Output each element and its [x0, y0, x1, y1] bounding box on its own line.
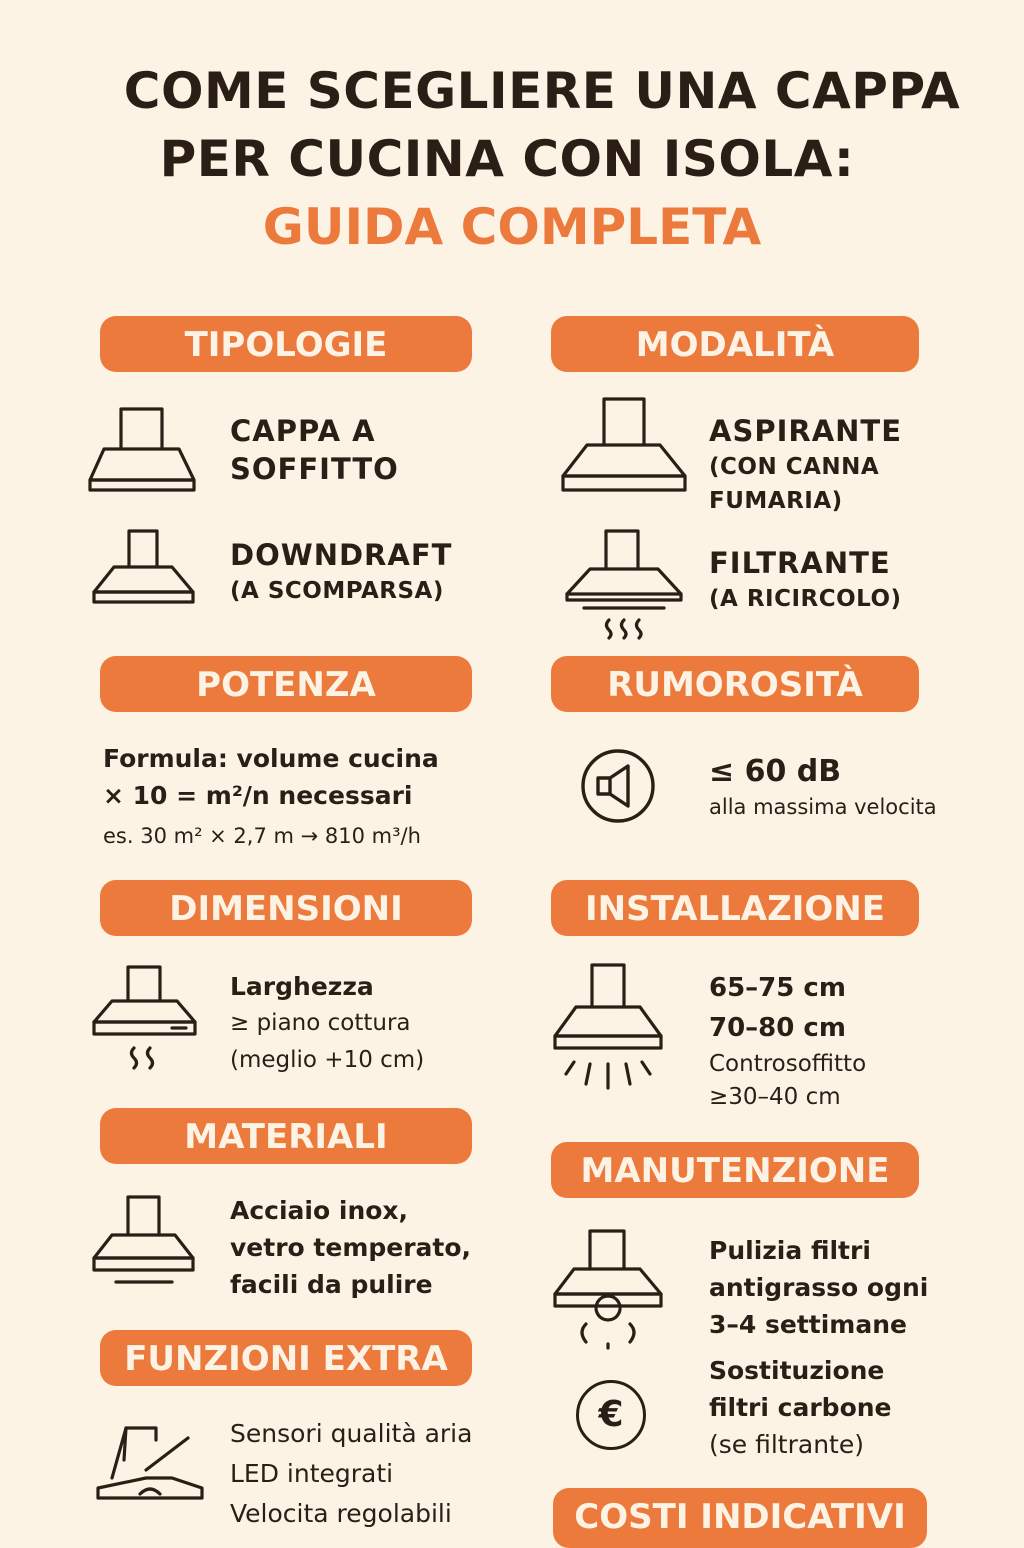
modalita-item1-line3: FUMARIA)	[709, 488, 843, 514]
manutenzione-item1-text	[709, 1232, 928, 1343]
installazione-text	[709, 968, 866, 1114]
section-header-rumorosita: RUMOROSITÀ	[551, 656, 919, 712]
section-header-potenza: POTENZA	[100, 656, 472, 712]
modalita-item1-line2: (CON CANNA	[709, 454, 880, 480]
page-subtitle: GUIDA COMPLETA	[262, 198, 762, 256]
materiali-text	[230, 1192, 471, 1303]
modalita-item1-line1: ASPIRANTE	[709, 414, 903, 448]
funzioni-extra-text	[230, 1414, 472, 1534]
potenza-line2: × 10 = m²/n necessari	[103, 781, 413, 810]
modalita-item1-text	[709, 412, 902, 518]
installazione-line2: 70–80 cm	[709, 1013, 846, 1043]
modalita-item2-line2: (A RICIRCOLO)	[709, 586, 902, 612]
hood-material-icon	[92, 1194, 196, 1286]
section-header-funzioni-extra: FUNZIONI EXTRA	[100, 1330, 472, 1386]
tipologie-item2-line2: (A SCOMPARSA)	[230, 578, 444, 604]
section-header-manutenzione: MANUTENZIONE	[551, 1142, 919, 1198]
section-header-modalita: MODALITÀ	[551, 316, 919, 372]
section-header-dimensioni: DIMENSIONI	[100, 880, 472, 936]
aspirating-hood-icon	[560, 396, 688, 496]
hood-light-icon	[552, 962, 664, 1092]
dimensioni-line2: ≥ piano cottura	[230, 1010, 411, 1036]
page-title-line2: PER CUCINA CON ISOLA:	[159, 130, 855, 188]
section-header-costi: COSTI INDICATIVI	[553, 1488, 927, 1548]
dimensioni-line3: (meglio +10 cm)	[230, 1047, 425, 1073]
manutenzione-item2-line2: filtri carbone	[709, 1393, 892, 1422]
funzioni-extra-line2: LED integrati	[230, 1459, 394, 1488]
tipologie-item2-text	[230, 536, 452, 608]
installazione-line3: Controsoffitto	[709, 1051, 867, 1077]
manutenzione-item2-line3: (se filtrante)	[709, 1430, 864, 1459]
materiali-line3: facili da pulire	[230, 1270, 433, 1299]
page-title-line1: COME SCEGLIERE UNA CAPPA	[123, 62, 961, 120]
materiali-line2: vetro temperato,	[230, 1233, 472, 1262]
tipologie-item1-line1: CAPPA A	[230, 414, 376, 448]
dimensioni-text	[230, 968, 424, 1079]
potenza-example: es. 30 m² × 2,7 m → 810 m³/h	[103, 824, 421, 848]
installazione-line1: 65–75 cm	[709, 973, 846, 1003]
potenza-text	[103, 740, 439, 855]
rumorosita-value: ≤ 60 dB	[709, 754, 842, 789]
manutenzione-item1-line1: Pulizia filtri	[709, 1236, 871, 1265]
tipologie-item2-line1: DOWNDRAFT	[230, 538, 453, 572]
hood-width-icon	[92, 964, 198, 1070]
manutenzione-item2-line1: Sostituzione	[709, 1356, 885, 1385]
materiali-line1: Acciaio inox,	[230, 1196, 409, 1225]
dimensioni-line1: Larghezza	[230, 972, 374, 1001]
section-header-materiali: MATERIALI	[100, 1108, 472, 1164]
tipologie-item1-text	[230, 412, 399, 488]
hood-cleaning-icon	[552, 1228, 664, 1352]
modalita-item2-line1: FILTRANTE	[709, 546, 891, 580]
rumorosita-text	[709, 752, 937, 822]
funzioni-extra-line1: Sensori qualità aria	[230, 1419, 473, 1448]
funzioni-extra-line3: Velocita regolabili	[230, 1499, 452, 1528]
manutenzione-item1-line2: antigrasso ogni	[709, 1273, 929, 1302]
rumorosita-note: alla massima velocita	[709, 795, 937, 819]
manutenzione-item2-text	[709, 1352, 892, 1463]
euro-icon: €	[576, 1380, 646, 1450]
filtering-hood-icon	[564, 528, 684, 640]
section-header-installazione: INSTALLAZIONE	[551, 880, 919, 936]
section-header-tipologie: TIPOLOGIE	[100, 316, 472, 372]
smart-hood-icon	[96, 1420, 206, 1504]
speaker-icon	[580, 748, 656, 824]
potenza-line1: Formula: volume cucina	[103, 744, 439, 773]
ceiling-hood-icon	[88, 406, 198, 494]
downdraft-hood-icon	[92, 528, 196, 606]
modalita-item2-text	[709, 544, 902, 616]
manutenzione-item1-line3: 3–4 settimane	[709, 1310, 907, 1339]
tipologie-item1-line2: SOFFITTO	[230, 452, 399, 486]
installazione-line4: ≥30–40 cm	[709, 1084, 841, 1110]
